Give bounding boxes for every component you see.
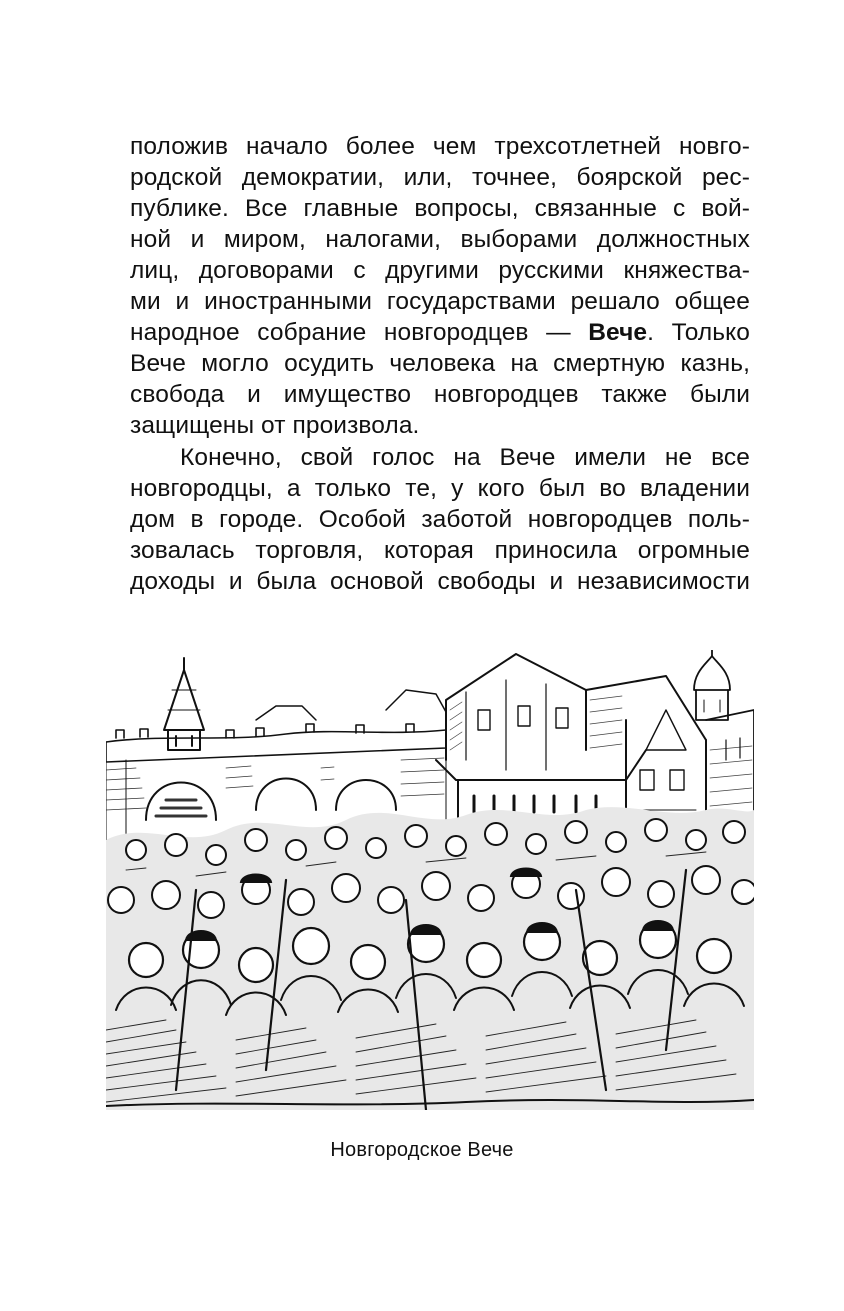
- text-line: дом в городе. Особой заботой новгородцев поль-: [130, 506, 750, 533]
- text-line: положив начало более чем трехсотлетней новго-: [130, 133, 750, 160]
- text-line: родской демократии, или, точнее, боярской рес-: [130, 164, 750, 191]
- text-line: ми и иностранными государствами решало общее: [130, 288, 750, 315]
- text-line: зовалась торговля, которая приносила огромные: [130, 537, 750, 564]
- crowd: [106, 807, 754, 1110]
- text-fragment: . Только: [647, 319, 750, 346]
- body-text: [130, 131, 750, 597]
- illustration-caption: Новгородское Вече: [330, 1139, 514, 1161]
- text-line: Конечно, свой голос на Вече имели не все: [180, 444, 750, 471]
- paragraph-2: [130, 442, 750, 597]
- text-line: публике. Все главные вопросы, связанные с вой-: [130, 195, 750, 222]
- text-line: Вече могло осудить человека на смертную казнь,: [130, 350, 750, 377]
- text-line: ной и миром, налогами, выборами должностных: [130, 226, 750, 253]
- text-line: защищены от произвола.: [130, 412, 420, 439]
- text-line: свобода и имущество новгородцев также были: [130, 381, 750, 408]
- tower: [164, 658, 204, 750]
- text-line: новгородцы, а только те, у кого был во владении: [130, 475, 750, 502]
- veche-drawing: [106, 650, 754, 1110]
- text-line-with-term: [130, 317, 750, 348]
- text-line: лиц, договорами с другими русскими княжества-: [130, 257, 750, 284]
- bold-term-veche: Вече: [588, 319, 648, 346]
- crowd-illustration: [106, 650, 754, 1110]
- text-line: доходы и была основой свободы и независимости: [130, 568, 750, 595]
- paragraph-1: [130, 131, 750, 441]
- text-fragment: народное собрание новгородцев —: [130, 319, 589, 346]
